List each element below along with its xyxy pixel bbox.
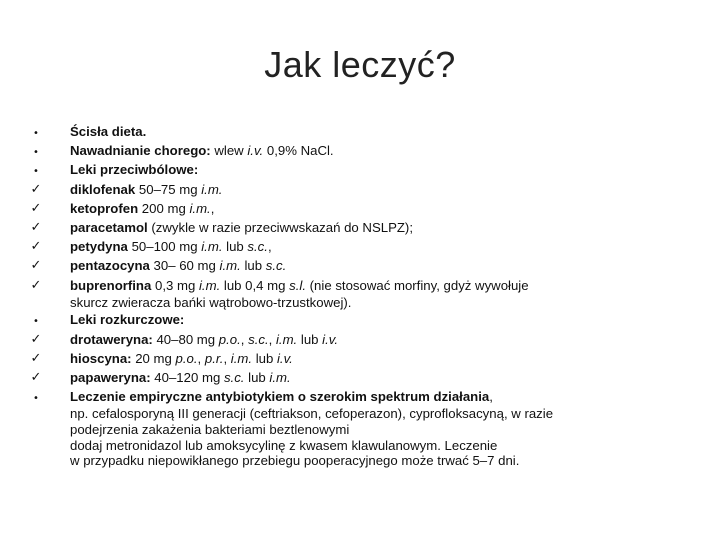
list-item-continuation: dodaj metronidazol lub amoksycylinę z kwasem klawulanowym. Leczenie: [70, 437, 498, 453]
bullet-icon: •: [33, 147, 39, 159]
list-item: ✓ ketoprofen 200 mg i.m.,: [30, 199, 690, 218]
list-item-continuation: np. cefalosporyną III generacji (ceftriakson, cefoperazon), cyprofloksacyną, w razie: [70, 406, 554, 422]
list-item: ✓ diklofenak 50–75 mg i.m.: [30, 180, 690, 199]
list-item-continuation: w przypadku niepowikłanego przebiegu pooperacyjnego może trwać 5–7 dni.: [70, 453, 520, 469]
list-item: • Leki rozkurczowe:: [30, 310, 690, 329]
list-item-continuation: skurcz zwieracza bańki wątrobowo-trzustkowej).: [70, 294, 352, 310]
checkmark-icon: ✓: [30, 258, 42, 274]
checkmark-icon: ✓: [30, 331, 42, 347]
list-item: ✓ paracetamol (zwykle w razie przeciwwskazań do NSLPZ);: [30, 218, 690, 237]
slide-title: Jak leczyć?: [264, 44, 456, 85]
bullet-icon: •: [33, 128, 39, 139]
list-item: ✓ hioscyna: 20 mg p.o., p.r., i.m. lub i.v.: [30, 349, 690, 368]
bullet-icon: •: [33, 393, 39, 405]
list-item: ✓ pentazocyna 30– 60 mg i.m. lub s.c.: [30, 256, 690, 275]
list-item: ✓ drotaweryna: 40–80 mg p.o., s.c., i.m. lub i.v.: [30, 330, 690, 349]
list-item: ✓ petydyna 50–100 mg i.m. lub s.c.,: [30, 237, 690, 256]
list-item: ✓ buprenorfina 0,3 mg i.m. lub 0,4 mg s.l. (nie stosować morfiny, gdyż wywołuje: [30, 276, 690, 295]
bullet-icon: •: [33, 166, 39, 178]
list-item: • Nawadnianie chorego: wlew i.v. 0,9% NaCl.: [30, 141, 690, 160]
checkmark-icon: ✓: [30, 350, 42, 366]
list-item-continuation: podejrzenia zakażenia bakteriami beztlenowymi: [70, 422, 350, 438]
checkmark-icon: ✓: [30, 277, 42, 293]
list-item: • Leczenie empiryczne antybiotykiem o szerokim spektrum działania,: [30, 387, 690, 406]
bullet-icon: •: [33, 316, 39, 328]
list-item: • Ścisła dieta.: [30, 122, 690, 141]
checkmark-icon: ✓: [30, 220, 42, 236]
checkmark-icon: ✓: [30, 200, 42, 216]
list-item: ✓ papaweryna: 40–120 mg s.c. lub i.m.: [30, 368, 690, 387]
list-item: • Leki przeciwbólowe:: [30, 160, 690, 179]
checkmark-icon: ✓: [30, 181, 42, 197]
checkmark-icon: ✓: [30, 239, 42, 255]
treatment-list: [30, 122, 690, 469]
checkmark-icon: ✓: [30, 370, 42, 386]
